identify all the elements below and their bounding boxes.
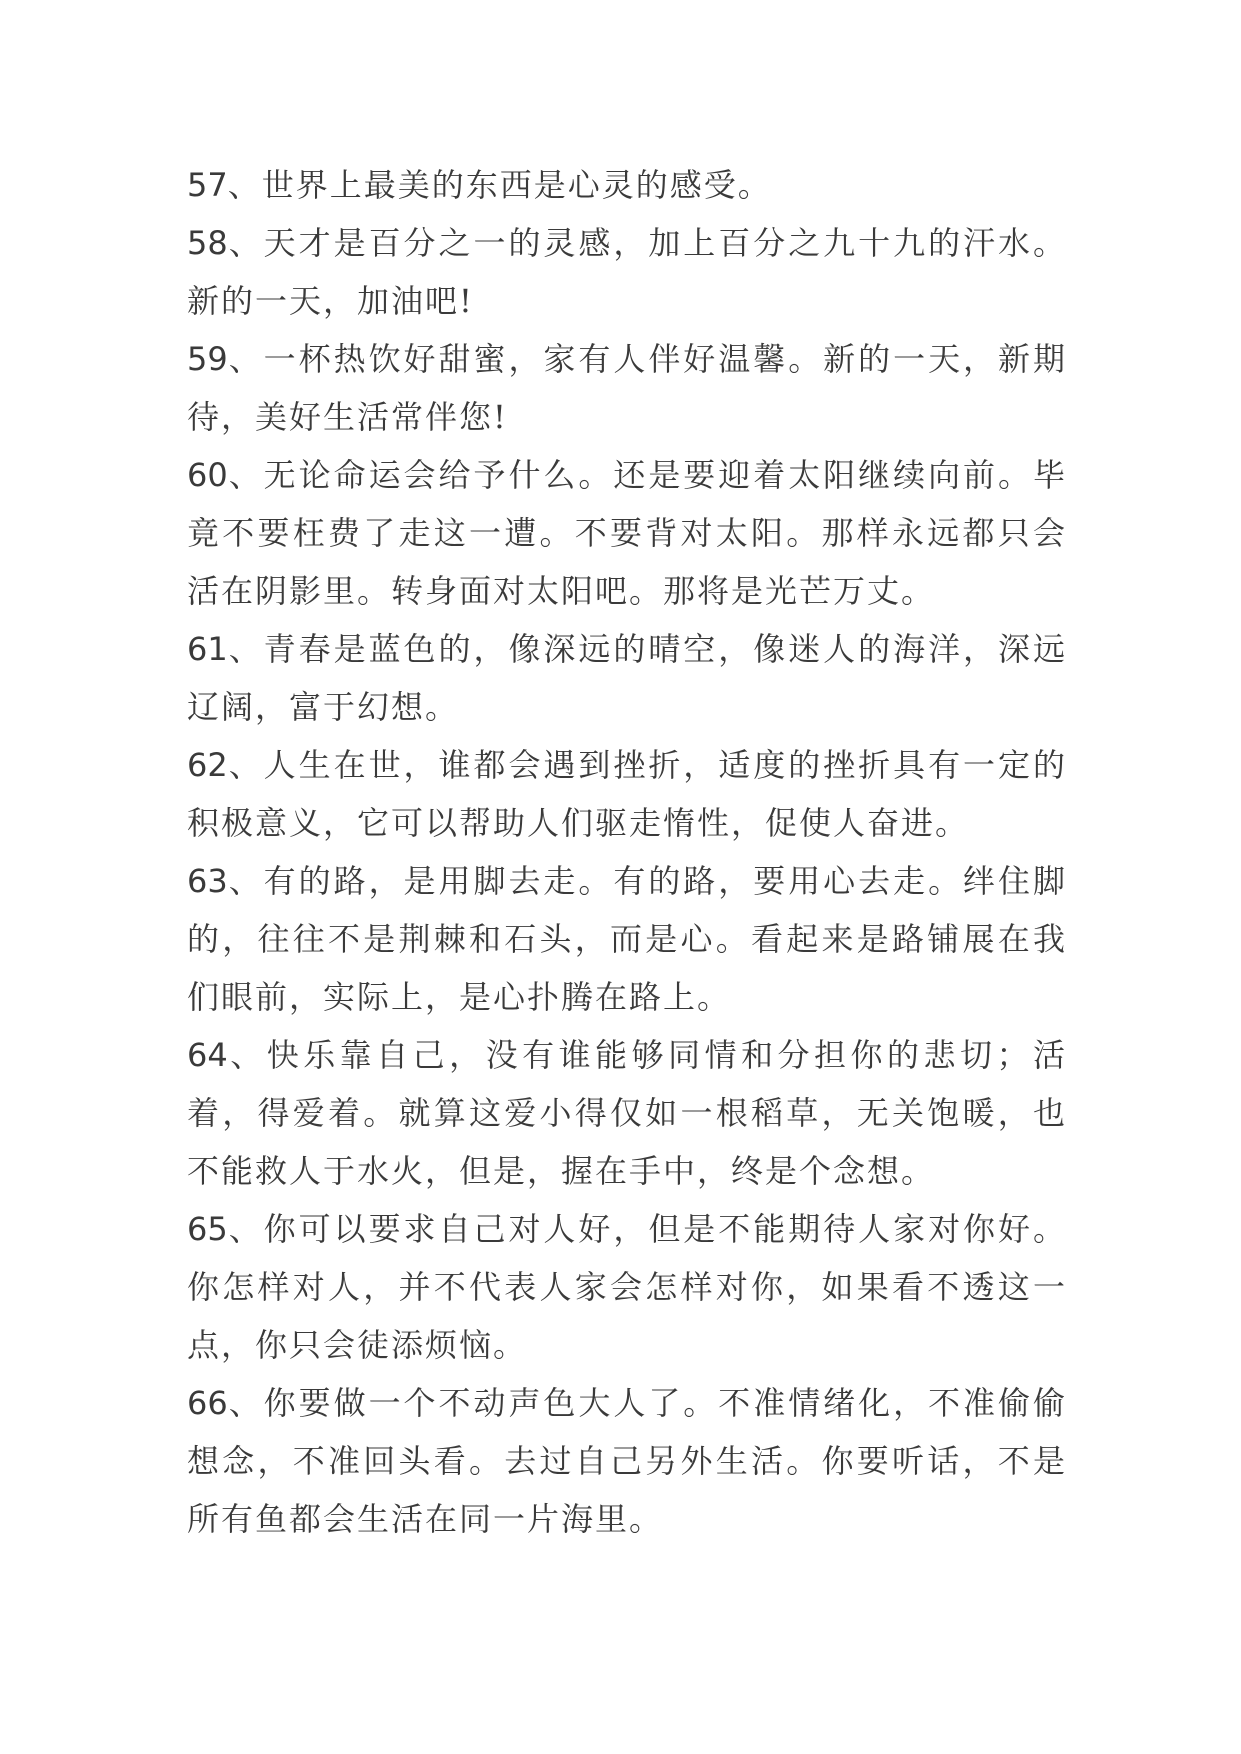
entry-number: 57: [187, 166, 228, 204]
entry-text: 、世界上最美的东西是心灵的感受。: [227, 166, 772, 204]
entry-number: 66: [187, 1384, 228, 1422]
entry-text: 、你要做一个不动声色大人了。不准情绪化，不准偷偷想念，不准回头看。去过自己另外生活。你要听话，不是所有鱼都会生活在同一片海里。: [187, 1384, 1067, 1538]
quote-entry-57: [187, 156, 1067, 214]
entry-text: 、快乐靠自己，没有谁能够同情和分担你的悲切；活着，得爱着。就算这爱小得仅如一根稻草，无关饱暖，也不能救人于水火，但是，握在手中，终是个念想。: [187, 1036, 1067, 1190]
entry-text: 、无论命运会给予什么。还是要迎着太阳继续向前。毕竟不要枉费了走这一遭。不要背对太阳。那样永远都只会活在阴影里。转身面对太阳吧。那将是光芒万丈。: [187, 456, 1067, 610]
quote-entry-62: [187, 736, 1067, 852]
entry-number: 65: [187, 1210, 228, 1248]
entry-number: 62: [187, 746, 228, 784]
quote-entry-66: [187, 1374, 1067, 1548]
entry-number: 61: [187, 630, 228, 668]
entry-text: 、天才是百分之一的灵感，加上百分之九十九的汗水。新的一天，加油吧!: [187, 224, 1067, 320]
entry-number: 58: [187, 224, 228, 262]
entry-text: 、一杯热饮好甜蜜，家有人伴好温馨。新的一天，新期待，美好生活常伴您!: [187, 340, 1067, 436]
quote-entry-64: [187, 1026, 1067, 1200]
quote-entry-61: [187, 620, 1067, 736]
quote-entry-58: [187, 214, 1067, 330]
entry-number: 63: [187, 862, 228, 900]
quote-list: [187, 156, 1067, 1548]
entry-number: 60: [187, 456, 228, 494]
entry-text: 、青春是蓝色的，像深远的晴空，像迷人的海洋，深远辽阔，富于幻想。: [187, 630, 1067, 726]
quote-entry-59: [187, 330, 1067, 446]
entry-number: 59: [187, 340, 228, 378]
quote-entry-65: [187, 1200, 1067, 1374]
quote-entry-60: [187, 446, 1067, 620]
entry-text: 、有的路，是用脚去走。有的路，要用心去走。绊住脚的，往往不是荆棘和石头，而是心。看起来是路铺展在我们眼前，实际上，是心扑腾在路上。: [187, 862, 1067, 1016]
entry-number: 64: [187, 1036, 228, 1074]
quote-entry-63: [187, 852, 1067, 1026]
entry-text: 、你可以要求自己对人好，但是不能期待人家对你好。你怎样对人，并不代表人家会怎样对你，如果看不透这一点，你只会徒添烦恼。: [187, 1210, 1067, 1364]
entry-text: 、人生在世，谁都会遇到挫折，适度的挫折具有一定的积极意义，它可以帮助人们驱走惰性，促使人奋进。: [187, 746, 1067, 842]
